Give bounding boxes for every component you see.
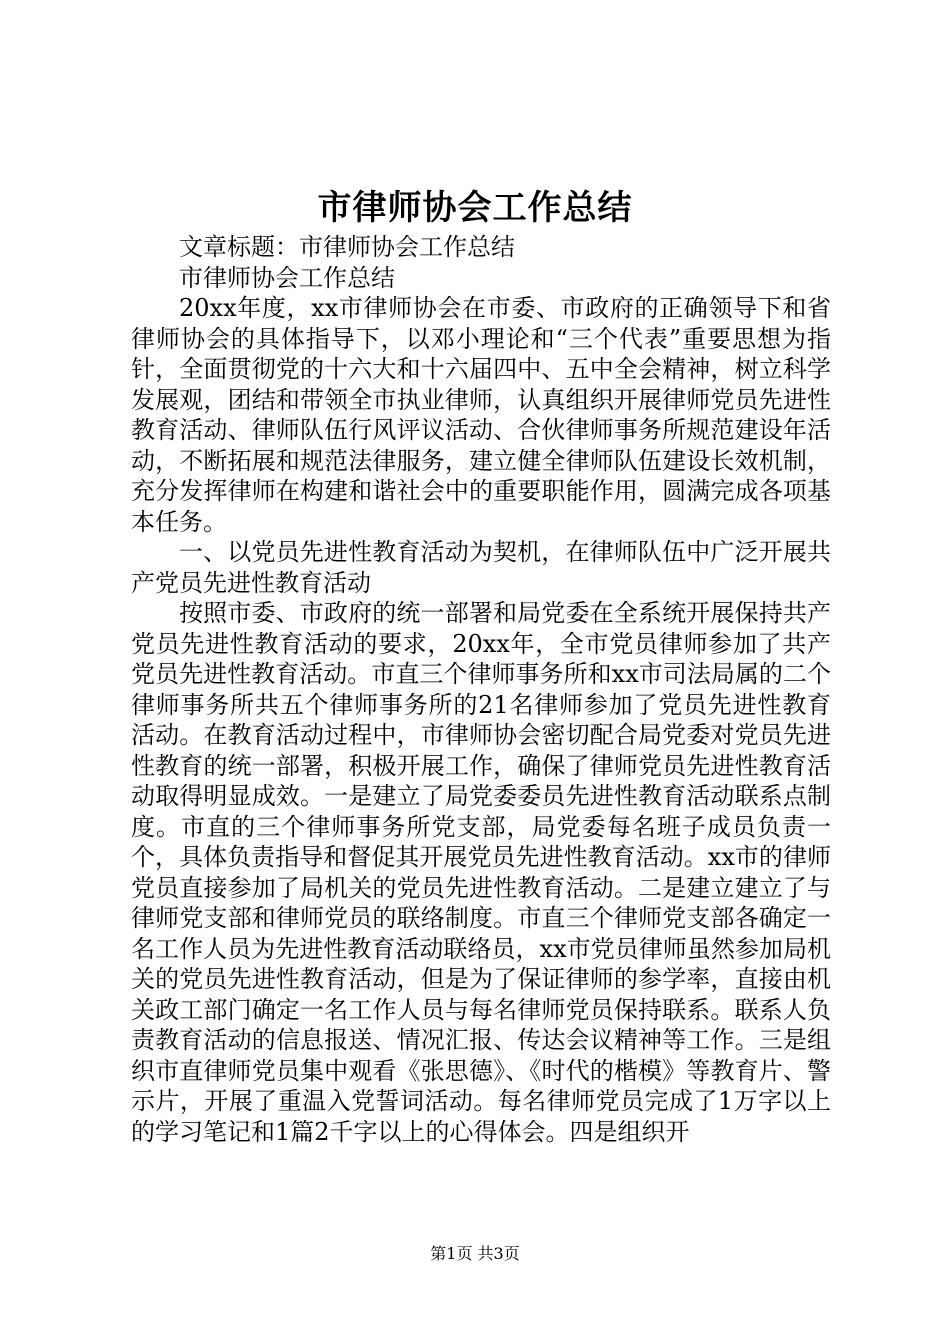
document-body — [131, 232, 831, 1147]
section-1-paragraph: 按照市委、市政府的统一部署和局党委在全系统开展保持共产党员先进性教育活动的要求，20xx年，全市党员律师参加了共产党员先进性教育活动。市直三个律师事务所和xx市司法局属的二个律师事务所共五个律师事务所的21名律师参加了党员先进性教育活动。在教育活动过程中，市律师协会密切配合局党委对党员先进性教育的统一部署，积极开展工作，确保了律师党员先进性教育活动取得明显成效。一是建立了局党委委员先进性教育活动联系点制度。市直的三个律师事务所党支部，局党委每名班子成员负责一个，具体负责指导和督促其开展党员先进性教育活动。xx市的律师党员直接参加了局机关的党员先进性教育活动。二是建立建立了与律师党支部和律师党员的联络制度。市直三个律师党支部各确定一名工作人员为先进性教育活动联络员，xx市党员律师虽然参加局机关的党员先进性教育活动，但是为了保证律师的参学率，直接由机关政工部门确定一名工作人员与每名律师党员保持联系。联系人负责教育活动的信息报送、情况汇报、传达会议精神等工作。三是组织市直律师党员集中观看《张思德》、《时代的楷模》等教育片、警示片，开展了重温入党誓词活动。每名律师党员完成了1万字以上的学习笔记和1篇2千字以上的心得体会。四是组织开 — [131, 599, 831, 1146]
document-title: 市律师协会工作总结 — [317, 188, 633, 228]
article-title-line: 文章标题：市律师协会工作总结 — [179, 233, 515, 261]
subtitle-line: 市律师协会工作总结 — [179, 263, 395, 292]
page-footer: 第1页 共3页 — [430, 1244, 520, 1263]
section-heading-1: 一、以党员先进性教育活动为契机，在律师队伍中广泛开展共产党员先进性教育活动 — [131, 538, 831, 597]
intro-paragraph: 20xx年度，xx市律师协会在市委、市政府的正确领导下和省律师协会的具体指导下，以邓小理论和“三个代表”重要思想为指针，全面贯彻党的十六大和十六届四中、五中全会精神，树立科学发展观，团结和带领全市执业律师，认真组织开展律师党员先进性教育活动、律师队伍行风评议活动、合伙律师事务所规范建设年活动，不断拓展和规范法律服务，建立健全律师队伍建设长效机制，充分发挥律师在构建和谐社会中的重要职能作用，圆满完成各项基本任务。 — [131, 294, 831, 536]
